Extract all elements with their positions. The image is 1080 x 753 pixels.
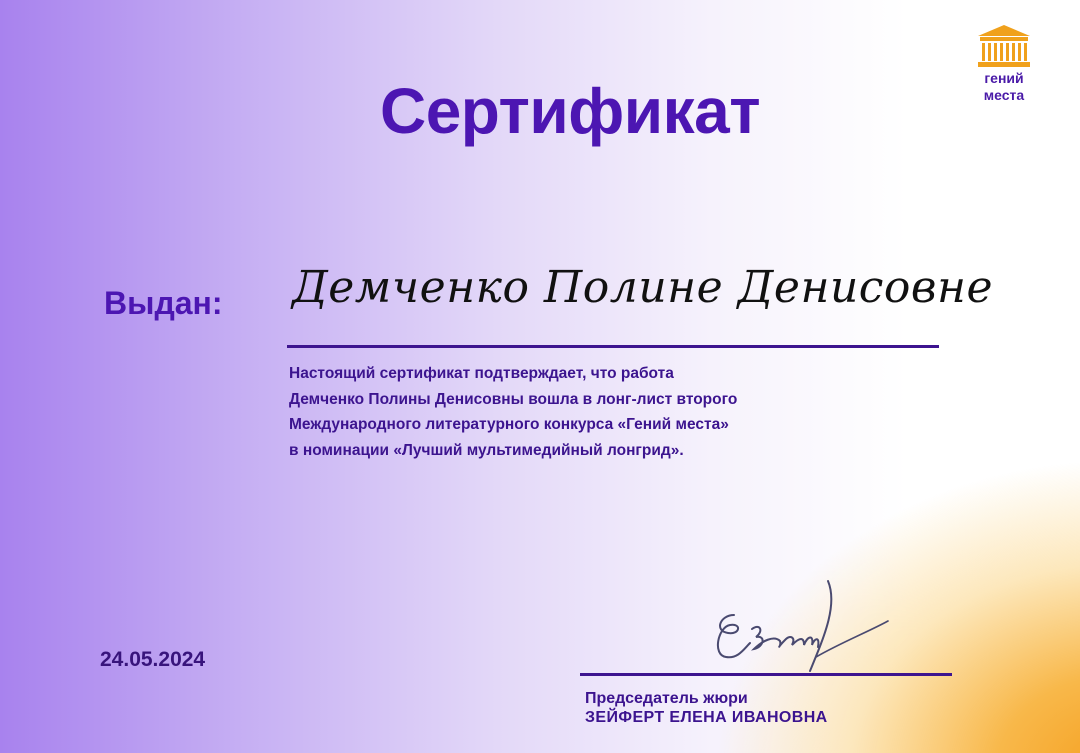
certificate-description — [289, 361, 909, 463]
signature-line — [580, 673, 952, 676]
certificate-title: Сертификат — [379, 75, 761, 147]
issue-date: 24.05.2024 — [100, 648, 206, 671]
building-icon — [975, 24, 1033, 68]
issued-label: Выдан: — [104, 285, 223, 321]
handwritten-signature — [700, 575, 900, 675]
jury-chair-name: ЗЕЙФЕРТ ЕЛЕНА ИВАНОВНА — [585, 709, 828, 726]
description-line-1: Настоящий сертификат подтверждает, что работа — [289, 365, 674, 382]
description-line-4: в номинации «Лучший мультимедийный лонгрид». — [289, 441, 684, 459]
description-line-3: Международного литературного конкурса «Гений места» — [289, 416, 729, 433]
logo-line-1: гений — [984, 70, 1024, 86]
description-line-2: Демченко Полины Денисовны вошла в лонг-лист второго — [289, 390, 738, 408]
recipient-underline — [287, 345, 939, 348]
jury-chair-role: Председатель жюри — [585, 690, 748, 707]
logo-line-2: места — [983, 87, 1025, 103]
recipient-name: Демченко Полине Денисовне — [292, 262, 994, 313]
